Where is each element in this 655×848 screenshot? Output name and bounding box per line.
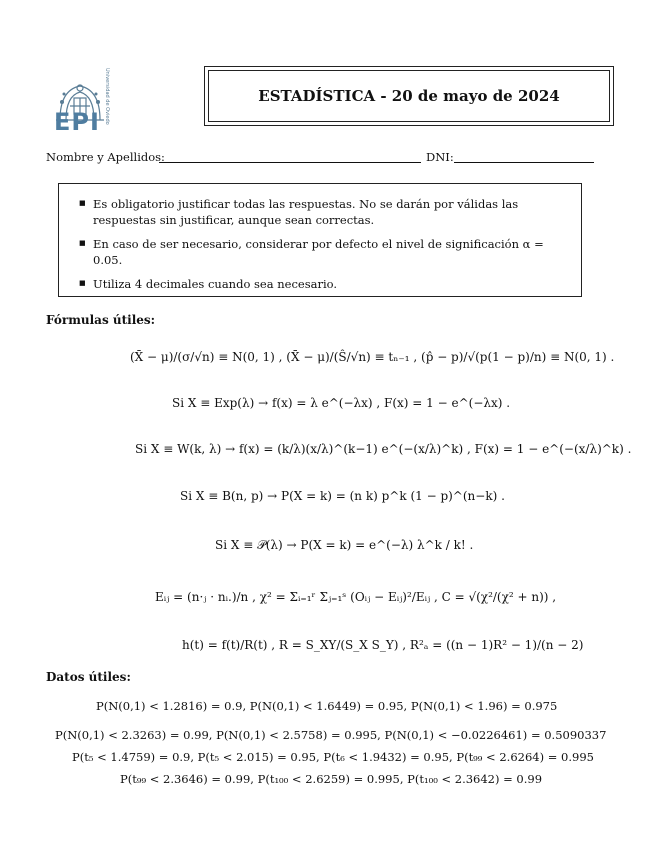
formula-reliability-regression: h(t) = f(t)/R(t) , R = S_XY/(S_X S_Y) , R²ₐ = ((n − 1)R² − 1)/(n − 2) [182,638,584,652]
instructions-box [58,183,582,297]
instruction-item: ■ En caso de ser necesario, considerar por defecto el nivel de significación α = 0.05. [93,236,565,268]
data-heading: Datos útiles: [46,670,131,684]
instruction-item: ■ Utiliza 4 decimales cuando sea necesario. [93,276,565,292]
data-line: P(N(0,1) < 1.2816) = 0.9, P(N(0,1) < 1.6449) = 0.95, P(N(0,1) < 1.96) = 0.975 [96,699,558,713]
data-line: P(t₉₉ < 2.3646) = 0.99, P(t₁₀₀ < 2.6259) = 0.995, P(t₁₀₀ < 2.3642) = 0.99 [120,772,543,786]
formulas-heading: Fórmulas útiles: [46,313,156,327]
formula-chi-square: Eᵢⱼ = (n·ⱼ · nᵢ.)/n , χ² = Σᵢ₌₁ʳ Σⱼ₌₁ˢ (Oᵢⱼ − Eᵢⱼ)²/Eᵢⱼ , C = √(χ²/(χ² + n)) , [155,590,557,604]
data-line: P(N(0,1) < 2.3263) = 0.99, P(N(0,1) < 2.5758) = 0.995, P(N(0,1) < −0.0226461) = 0.5090337 [55,728,607,742]
formula-binomial: Si X ≡ B(n, p) → P(X = k) = (n k) p^k (1 − p)^(n−k) . [180,489,505,503]
instruction-item: ■ Es obligatorio justificar todas las respuestas. No se darán por válidas las respuestas sin justificar, aunque sean correctas. [93,196,565,228]
title-box [204,66,614,126]
formula-exponential: Si X ≡ Exp(λ) → f(x) = λ e^(−λx) , F(x) = 1 − e^(−λx) . [172,396,511,410]
page-title: ESTADÍSTICA - 20 de mayo de 2024 [208,70,610,122]
name-label: Nombre y Apellidos: [46,150,165,164]
name-field[interactable] [159,162,421,163]
data-line: P(t₅ < 1.4759) = 0.9, P(t₅ < 2.015) = 0.95, P(t₆ < 1.9432) = 0.95, P(t₉₉ < 2.6264) = 0.995 [72,750,594,764]
dni-field[interactable] [454,162,594,163]
university-name: Universidad de Oviedo [104,68,110,125]
formula-normal-t: (X̄ − μ)/(σ/√n) ≡ N(0, 1) , (X̄ − μ)/(Ŝ/√n) ≡ tₙ₋₁ , (p̂ − p)/√(p(1 − p)/n) ≡ N(0, 1) . [130,350,615,364]
logo-text: EPI [54,108,100,136]
formula-weibull: Si X ≡ W(k, λ) → f(x) = (k/λ)(x/λ)^(k−1) e^(−(x/λ)^k) , F(x) = 1 − e^(−(x/λ)^k) . [135,442,632,456]
dni-label: DNI: [426,150,454,164]
student-info-row [46,148,596,166]
formula-poisson: Si X ≡ 𝒫(λ) → P(X = k) = e^(−λ) λ^k / k! . [215,538,474,552]
